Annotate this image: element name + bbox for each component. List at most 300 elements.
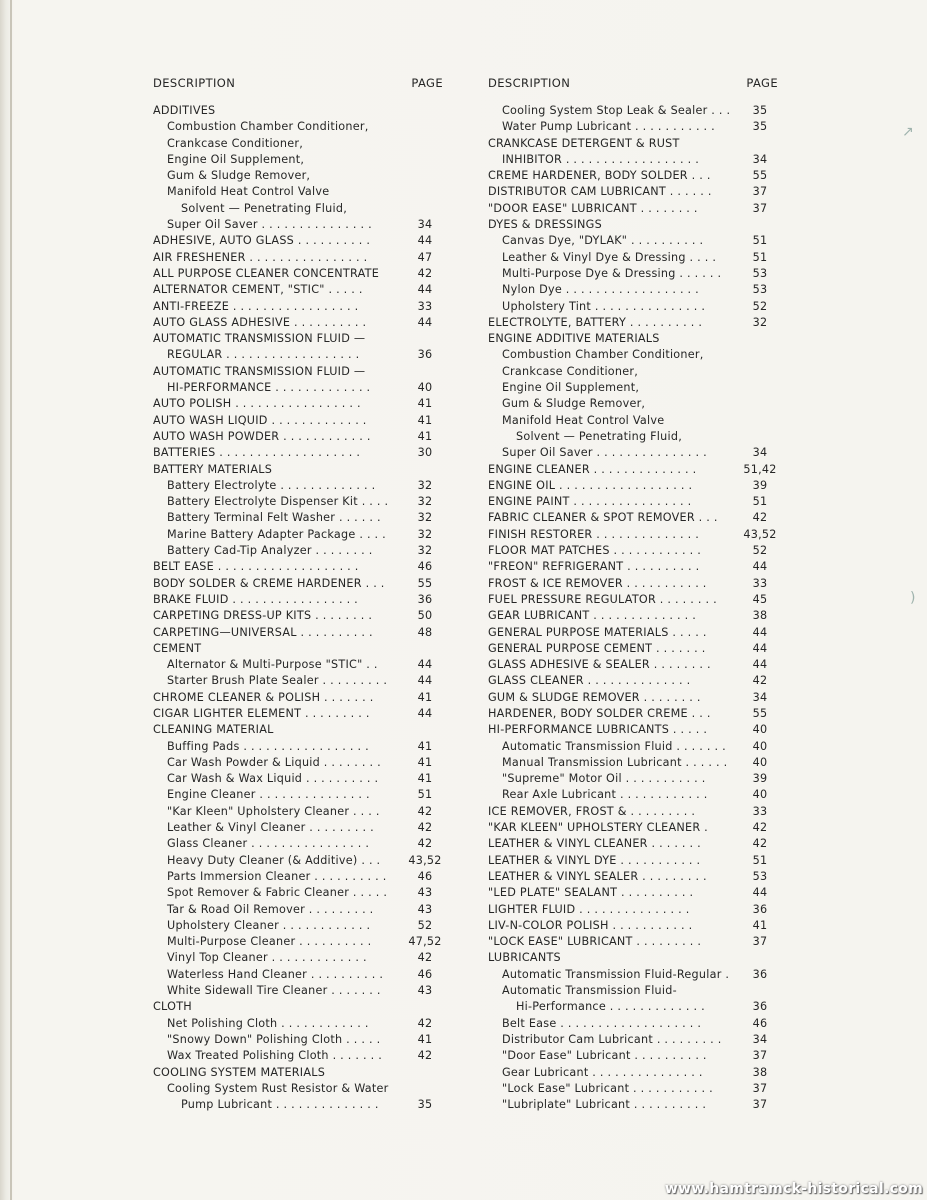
entry-page-number: 44 <box>752 625 768 639</box>
index-entry <box>488 1065 778 1081</box>
entry-description: Alternator & Multi-Purpose "STIC" . . <box>167 658 378 672</box>
entry-description: FLOOR MAT PATCHES . . . . . . . . . . . . <box>488 544 702 558</box>
entry-page-number: 32 <box>417 478 433 492</box>
entry-page-number: 36 <box>752 967 768 981</box>
page-header: PAGE <box>411 76 443 90</box>
entry-description: Leather & Vinyl Cleaner . . . . . . . . . <box>167 821 374 835</box>
entry-description: Manual Transmission Lubricant . . . . . . <box>502 755 728 769</box>
index-entry <box>488 739 778 755</box>
index-entry <box>153 771 453 787</box>
entry-description: INHIBITOR . . . . . . . . . . . . . . . . . . <box>502 152 700 166</box>
index-entry <box>488 625 778 641</box>
entry-description: FINISH RESTORER . . . . . . . . . . . . . . <box>488 527 699 541</box>
entry-page-number: 44 <box>417 315 433 329</box>
entry-page-number: 37 <box>752 1081 768 1095</box>
entry-description: Battery Electrolyte . . . . . . . . . . . . . <box>167 478 376 492</box>
entry-page-number: 41 <box>417 690 433 704</box>
entry-page-number: 44 <box>752 641 768 655</box>
entry-page-number: 34 <box>752 1032 768 1046</box>
index-entry <box>153 999 453 1015</box>
entry-description: Engine Oil Supplement, <box>167 152 305 166</box>
entry-page-number: 42 <box>417 1049 433 1063</box>
entry-description: GUM & SLUDGE REMOVER . . . . . . . . <box>488 690 701 704</box>
index-entry <box>488 950 778 966</box>
entry-description: Manifold Heat Control Valve <box>502 413 665 427</box>
entry-page-number: 37 <box>752 935 768 949</box>
index-entry <box>153 641 453 657</box>
index-entry <box>153 836 453 852</box>
index-entry <box>153 1097 453 1113</box>
entry-page-number: 30 <box>417 446 433 460</box>
entry-page-number: 43 <box>417 902 433 916</box>
entry-page-number: 41 <box>417 1032 433 1046</box>
entry-page-number: 40 <box>417 381 433 395</box>
entry-page-number: 35 <box>752 104 768 117</box>
index-entry <box>488 136 778 152</box>
entry-description: AUTO GLASS ADHESIVE . . . . . . . . . . <box>153 315 367 329</box>
entry-description: LIGHTER FLUID . . . . . . . . . . . . . . . <box>488 902 690 916</box>
entry-description: Belt Ease . . . . . . . . . . . . . . . . . . . <box>502 1016 702 1030</box>
entry-description: Pump Lubricant . . . . . . . . . . . . . . <box>181 1098 379 1112</box>
entry-description: AUTO POLISH . . . . . . . . . . . . . . . . . <box>153 397 361 411</box>
index-entry <box>488 184 778 200</box>
entry-description: "DOOR EASE" LUBRICANT . . . . . . . . <box>488 201 698 215</box>
entry-description: Combustion Chamber Conditioner, <box>167 120 369 134</box>
index-entry <box>153 673 453 689</box>
entry-description: Gear Lubricant . . . . . . . . . . . . . . . <box>502 1065 703 1079</box>
entry-description: Car Wash Powder & Liquid . . . . . . . . <box>167 755 381 769</box>
index-entry <box>153 918 453 934</box>
entry-description: Waterless Hand Cleaner . . . . . . . . . . <box>167 967 384 981</box>
index-entry <box>153 413 453 429</box>
index-entry <box>488 527 778 543</box>
entry-description: Spot Remover & Fabric Cleaner . . . . . <box>167 886 388 900</box>
index-entry <box>153 250 453 266</box>
index-list-left <box>153 103 453 1113</box>
entry-description: Manifold Heat Control Valve <box>167 185 330 199</box>
index-entry <box>153 494 453 510</box>
entry-description: ALL PURPOSE CLEANER CONCENTRATE <box>153 266 380 280</box>
index-entry <box>488 103 778 119</box>
entry-description: Upholstery Cleaner . . . . . . . . . . . . <box>167 918 371 932</box>
entry-description: Parts Immersion Cleaner . . . . . . . . . . <box>167 869 387 883</box>
index-entry <box>153 706 453 722</box>
index-entry <box>488 673 778 689</box>
entry-page-number: 42 <box>752 674 768 688</box>
entry-description: BATTERY MATERIALS <box>153 462 273 476</box>
index-entry <box>488 1016 778 1032</box>
page-binding-edge <box>10 0 12 1200</box>
index-entry <box>488 576 778 592</box>
index-entry <box>153 853 453 869</box>
entry-description: CLOTH <box>153 1000 192 1014</box>
entry-description: "Kar Kleen" Upholstery Cleaner . . . . <box>167 804 380 818</box>
index-entry <box>488 331 778 347</box>
entry-page-number: 38 <box>752 1065 768 1079</box>
index-entry <box>153 331 453 347</box>
entry-description: ANTI-FREEZE . . . . . . . . . . . . . . . . . <box>153 299 359 313</box>
entry-page-number: 44 <box>417 234 433 248</box>
entry-page-number: 44 <box>417 674 433 688</box>
entry-description: BATTERIES . . . . . . . . . . . . . . . . . . . <box>153 446 361 460</box>
index-entry <box>153 282 453 298</box>
entry-page-number: 51 <box>752 495 768 509</box>
index-entry <box>153 1032 453 1048</box>
entry-page-number: 41 <box>417 413 433 427</box>
index-entry <box>488 462 778 478</box>
index-entry <box>153 396 453 412</box>
index-entry <box>153 217 453 233</box>
entry-description: DISTRIBUTOR CAM LUBRICANT . . . . . . <box>488 185 712 199</box>
entry-description: Automatic Transmission Fluid-Regular . <box>502 967 730 981</box>
entry-page-number: 36 <box>417 592 433 606</box>
entry-page-number: 34 <box>752 152 768 166</box>
entry-description: AUTO WASH POWDER . . . . . . . . . . . . <box>153 429 371 443</box>
entry-description: "FREON" REFRIGERANT . . . . . . . . . . <box>488 560 700 574</box>
entry-description: Gum & Sludge Remover, <box>167 169 311 183</box>
index-entry <box>153 869 453 885</box>
watermark-text: www.hamtramck-historical.com <box>664 1181 923 1197</box>
index-entry <box>153 364 453 380</box>
entry-page-number: 44 <box>417 658 433 672</box>
entry-description: "Supreme" Motor Oil . . . . . . . . . . . <box>502 772 706 786</box>
entry-page-number: 33 <box>752 804 768 818</box>
index-entry <box>153 1048 453 1064</box>
entry-page-number: 51 <box>752 853 768 867</box>
entry-description: REGULAR . . . . . . . . . . . . . . . . . . <box>167 348 360 362</box>
index-entry <box>153 592 453 608</box>
index-entry <box>488 445 778 461</box>
index-entry <box>153 755 453 771</box>
entry-description: Battery Terminal Felt Washer . . . . . . <box>167 511 381 525</box>
entry-page-number: 34 <box>417 218 433 232</box>
entry-description: Canvas Dye, "DYLAK" . . . . . . . . . . <box>502 234 704 248</box>
entry-description: HI-PERFORMANCE LUBRICANTS . . . . . <box>488 723 708 737</box>
index-entry <box>488 885 778 901</box>
entry-page-number: 35 <box>417 1098 433 1112</box>
entry-description: CARPETING—UNIVERSAL . . . . . . . . . . <box>153 625 373 639</box>
entry-page-number: 46 <box>417 967 433 981</box>
entry-page-number: 42 <box>752 821 768 835</box>
entry-page-number: 36 <box>752 902 768 916</box>
entry-page-number: 40 <box>752 788 768 802</box>
entry-description: Super Oil Saver . . . . . . . . . . . . . . . <box>167 218 372 232</box>
index-entry <box>488 983 778 999</box>
entry-page-number: 41 <box>752 918 768 932</box>
entry-description: CLEANING MATERIAL <box>153 723 274 737</box>
entry-description: Cooling System Stop Leak & Sealer . . . <box>502 104 731 117</box>
index-entry <box>153 608 453 624</box>
index-entry <box>488 902 778 918</box>
scan-mark-icon: ) <box>910 590 916 606</box>
index-entry <box>153 119 453 135</box>
index-entry <box>488 934 778 950</box>
index-entry <box>488 510 778 526</box>
entry-description: Combustion Chamber Conditioner, <box>502 348 704 362</box>
entry-description: ENGINE OIL . . . . . . . . . . . . . . . . . . <box>488 478 693 492</box>
index-entry <box>488 347 778 363</box>
index-entry <box>153 380 453 396</box>
entry-description: White Sidewall Tire Cleaner . . . . . . . <box>167 984 381 998</box>
index-entry <box>488 478 778 494</box>
entry-page-number: 37 <box>752 1098 768 1112</box>
entry-description: Leather & Vinyl Dye & Dressing . . . . <box>502 250 717 264</box>
index-entry <box>488 592 778 608</box>
entry-page-number: 48 <box>417 625 433 639</box>
index-entry <box>488 396 778 412</box>
entry-description: CHROME CLEANER & POLISH . . . . . . . <box>153 690 374 704</box>
index-entry <box>153 902 453 918</box>
index-list-right <box>488 103 778 1113</box>
entry-description: CARPETING DRESS-UP KITS . . . . . . . . <box>153 609 373 623</box>
description-header: DESCRIPTION <box>153 76 236 90</box>
entry-description: AUTOMATIC TRANSMISSION FLUID — <box>153 332 366 346</box>
entry-description: "LED PLATE" SEALANT . . . . . . . . . . <box>488 886 694 900</box>
entry-page-number: 32 <box>417 527 433 541</box>
entry-description: Net Polishing Cloth . . . . . . . . . . . . <box>167 1016 369 1030</box>
entry-description: "KAR KLEEN" UPHOLSTERY CLEANER . <box>488 821 708 835</box>
index-entry <box>488 755 778 771</box>
entry-description: CEMENT <box>153 641 202 655</box>
index-entry <box>153 934 453 950</box>
entry-description: Battery Electrolyte Dispenser Kit . . . . <box>167 495 389 509</box>
entry-page-number: 37 <box>752 1049 768 1063</box>
entry-description: ALTERNATOR CEMENT, "STIC" . . . . . <box>153 283 363 297</box>
index-entry <box>488 836 778 852</box>
entry-description: LEATHER & VINYL CLEANER . . . . . . . <box>488 837 701 851</box>
index-entry <box>488 168 778 184</box>
index-entry <box>488 1097 778 1113</box>
index-entry <box>488 706 778 722</box>
index-entry <box>153 950 453 966</box>
index-entry <box>153 967 453 983</box>
index-entry <box>153 690 453 706</box>
index-entry <box>153 168 453 184</box>
index-entry <box>488 869 778 885</box>
entry-description: FABRIC CLEANER & SPOT REMOVER . . . <box>488 511 718 525</box>
entry-description: LEATHER & VINYL DYE . . . . . . . . . . . <box>488 853 701 867</box>
entry-description: AUTO WASH LIQUID . . . . . . . . . . . . . <box>153 413 367 427</box>
entry-page-number: 51 <box>752 234 768 248</box>
index-entry <box>488 820 778 836</box>
entry-description: ADHESIVE, AUTO GLASS . . . . . . . . . . <box>153 234 371 248</box>
entry-page-number: 53 <box>752 869 768 883</box>
index-entry <box>488 1081 778 1097</box>
index-entry <box>488 918 778 934</box>
entry-description: BRAKE FLUID . . . . . . . . . . . . . . . . . <box>153 592 358 606</box>
column-header-left <box>153 76 453 94</box>
entry-description: FUEL PRESSURE REGULATOR . . . . . . . . <box>488 592 717 606</box>
index-entry <box>488 999 778 1015</box>
entry-description: AIR FRESHENER . . . . . . . . . . . . . . . . <box>153 250 368 264</box>
index-entry <box>153 1081 453 1097</box>
index-entry <box>488 494 778 510</box>
entry-page-number: 44 <box>752 658 768 672</box>
index-entry <box>153 1016 453 1032</box>
entry-page-number: 47 <box>417 250 433 264</box>
entry-description: Engine Cleaner . . . . . . . . . . . . . . . <box>167 788 370 802</box>
index-entry <box>488 250 778 266</box>
entry-description: Car Wash & Wax Liquid . . . . . . . . . . <box>167 772 379 786</box>
index-entry <box>488 690 778 706</box>
index-entry <box>153 152 453 168</box>
index-entry <box>488 315 778 331</box>
entry-page-number: 34 <box>752 446 768 460</box>
entry-page-number: 43 <box>417 984 433 998</box>
entry-page-number: 33 <box>417 299 433 313</box>
entry-description: LIV-N-COLOR POLISH . . . . . . . . . . . <box>488 918 693 932</box>
index-entry <box>153 299 453 315</box>
entry-description: ENGINE CLEANER . . . . . . . . . . . . . . <box>488 462 697 476</box>
entry-page-number: 51 <box>417 788 433 802</box>
index-entry <box>153 462 453 478</box>
entry-page-number: 36 <box>417 348 433 362</box>
entry-description: "Door Ease" Lubricant . . . . . . . . . . <box>502 1049 707 1063</box>
entry-description: CRANKCASE DETERGENT & RUST <box>488 136 680 150</box>
entry-page-number: 41 <box>417 429 433 443</box>
index-entry <box>488 217 778 233</box>
index-entry <box>488 853 778 869</box>
entry-page-number: 52 <box>417 918 433 932</box>
entry-page-number: 37 <box>752 201 768 215</box>
entry-description: LEATHER & VINYL SEALER . . . . . . . . . <box>488 869 707 883</box>
index-entry <box>153 136 453 152</box>
entry-page-number: 42 <box>417 804 433 818</box>
entry-description: Buffing Pads . . . . . . . . . . . . . . . . . <box>167 739 369 753</box>
entry-page-number: 42 <box>417 266 433 280</box>
entry-description: ENGINE ADDITIVE MATERIALS <box>488 332 660 346</box>
index-entry <box>488 364 778 380</box>
entry-page-number: 50 <box>417 609 433 623</box>
description-header: DESCRIPTION <box>488 76 571 90</box>
entry-description: Cooling System Rust Resistor & Water <box>167 1081 389 1095</box>
index-entry <box>153 820 453 836</box>
entry-page-number: 36 <box>752 1000 768 1014</box>
index-entry <box>488 266 778 282</box>
entry-page-number: 44 <box>752 886 768 900</box>
entry-description: Wax Treated Polishing Cloth . . . . . . . <box>167 1049 383 1063</box>
entry-description: ELECTROLYTE, BATTERY . . . . . . . . . . <box>488 315 703 329</box>
entry-description: ADDITIVES <box>153 104 216 117</box>
entry-page-number: 45 <box>752 592 768 606</box>
entry-page-number: 46 <box>417 560 433 574</box>
entry-description: GENERAL PURPOSE MATERIALS . . . . . <box>488 625 707 639</box>
entry-page-number: 42 <box>417 951 433 965</box>
entry-page-number: 53 <box>752 266 768 280</box>
index-entry <box>153 657 453 673</box>
entry-page-number: 32 <box>752 315 768 329</box>
entry-page-number: 32 <box>417 511 433 525</box>
entry-description: Solvent — Penetrating Fluid, <box>181 201 348 215</box>
index-entry <box>488 1048 778 1064</box>
entry-description: HARDENER, BODY SOLDER CREME . . . <box>488 706 711 720</box>
index-entry <box>488 967 778 983</box>
index-entry <box>488 771 778 787</box>
entry-description: BELT EASE . . . . . . . . . . . . . . . . . . . <box>153 560 359 574</box>
entry-page-number: 44 <box>417 706 433 720</box>
entry-description: GLASS CLEANER . . . . . . . . . . . . . . <box>488 674 691 688</box>
entry-description: Multi-Purpose Cleaner . . . . . . . . . . <box>167 935 372 949</box>
entry-page-number: 42 <box>417 837 433 851</box>
index-entry <box>153 804 453 820</box>
entry-page-number: 43,52 <box>743 527 777 541</box>
entry-description: Glass Cleaner . . . . . . . . . . . . . . . . <box>167 837 370 851</box>
entry-page-number: 47,52 <box>408 935 442 949</box>
entry-page-number: 39 <box>752 478 768 492</box>
index-entry <box>488 608 778 624</box>
index-entry <box>153 787 453 803</box>
index-entry <box>153 543 453 559</box>
entry-page-number: 44 <box>752 560 768 574</box>
entry-page-number: 42 <box>417 821 433 835</box>
entry-description: DYES & DRESSINGS <box>488 218 602 232</box>
index-entry <box>153 625 453 641</box>
scan-mark-icon: ↗ <box>902 124 914 140</box>
entry-description: GEAR LUBRICANT . . . . . . . . . . . . . . <box>488 609 697 623</box>
entry-description: Solvent — Penetrating Fluid, <box>516 429 683 443</box>
index-entry <box>153 201 453 217</box>
index-entry <box>488 413 778 429</box>
entry-description: Distributor Cam Lubricant . . . . . . . . . <box>502 1032 722 1046</box>
index-entry <box>153 445 453 461</box>
entry-description: GLASS ADHESIVE & SEALER . . . . . . . . <box>488 658 711 672</box>
entry-description: Marine Battery Adapter Package . . . . <box>167 527 386 541</box>
entry-page-number: 51 <box>752 250 768 264</box>
entry-page-number: 41 <box>417 397 433 411</box>
entry-page-number: 35 <box>752 120 768 134</box>
index-entry <box>488 543 778 559</box>
entry-page-number: 32 <box>417 544 433 558</box>
entry-description: BODY SOLDER & CREME HARDENER . . . <box>153 576 385 590</box>
entry-description: LUBRICANTS <box>488 951 561 965</box>
index-entry <box>153 478 453 494</box>
index-entry <box>488 559 778 575</box>
entry-page-number: 43 <box>417 886 433 900</box>
index-entry <box>488 657 778 673</box>
index-entry <box>153 347 453 363</box>
entry-page-number: 33 <box>752 576 768 590</box>
entry-description: Heavy Duty Cleaner (& Additive) . . . <box>167 853 381 867</box>
index-entry <box>153 576 453 592</box>
entry-description: "Lubriplate" Lubricant . . . . . . . . . . <box>502 1098 707 1112</box>
entry-page-number: 41 <box>417 755 433 769</box>
entry-description: ICE REMOVER, FROST & . . . . . . . . . <box>488 804 696 818</box>
entry-description: Gum & Sludge Remover, <box>502 397 646 411</box>
index-entry <box>488 119 778 135</box>
index-entry <box>488 641 778 657</box>
index-entry <box>488 282 778 298</box>
entry-description: Crankcase Conditioner, <box>167 136 304 150</box>
entry-description: HI-PERFORMANCE . . . . . . . . . . . . . <box>167 381 371 395</box>
entry-description: "Lock Ease" Lubricant . . . . . . . . . . . <box>502 1081 713 1095</box>
entry-page-number: 44 <box>417 283 433 297</box>
entry-page-number: 51,42 <box>743 462 777 476</box>
entry-page-number: 38 <box>752 609 768 623</box>
page-header: PAGE <box>746 76 778 90</box>
index-entry <box>488 299 778 315</box>
entry-description: "LOCK EASE" LUBRICANT . . . . . . . . . <box>488 935 702 949</box>
index-entry <box>153 722 453 738</box>
entry-description: Tar & Road Oil Remover . . . . . . . . . <box>167 902 374 916</box>
index-entry <box>153 315 453 331</box>
entry-description: Engine Oil Supplement, <box>502 381 640 395</box>
index-entry <box>488 380 778 396</box>
entry-description: COOLING SYSTEM MATERIALS <box>153 1065 326 1079</box>
index-entry <box>153 103 453 119</box>
entry-description: Crankcase Conditioner, <box>502 364 639 378</box>
entry-page-number: 52 <box>752 299 768 313</box>
index-entry <box>153 510 453 526</box>
